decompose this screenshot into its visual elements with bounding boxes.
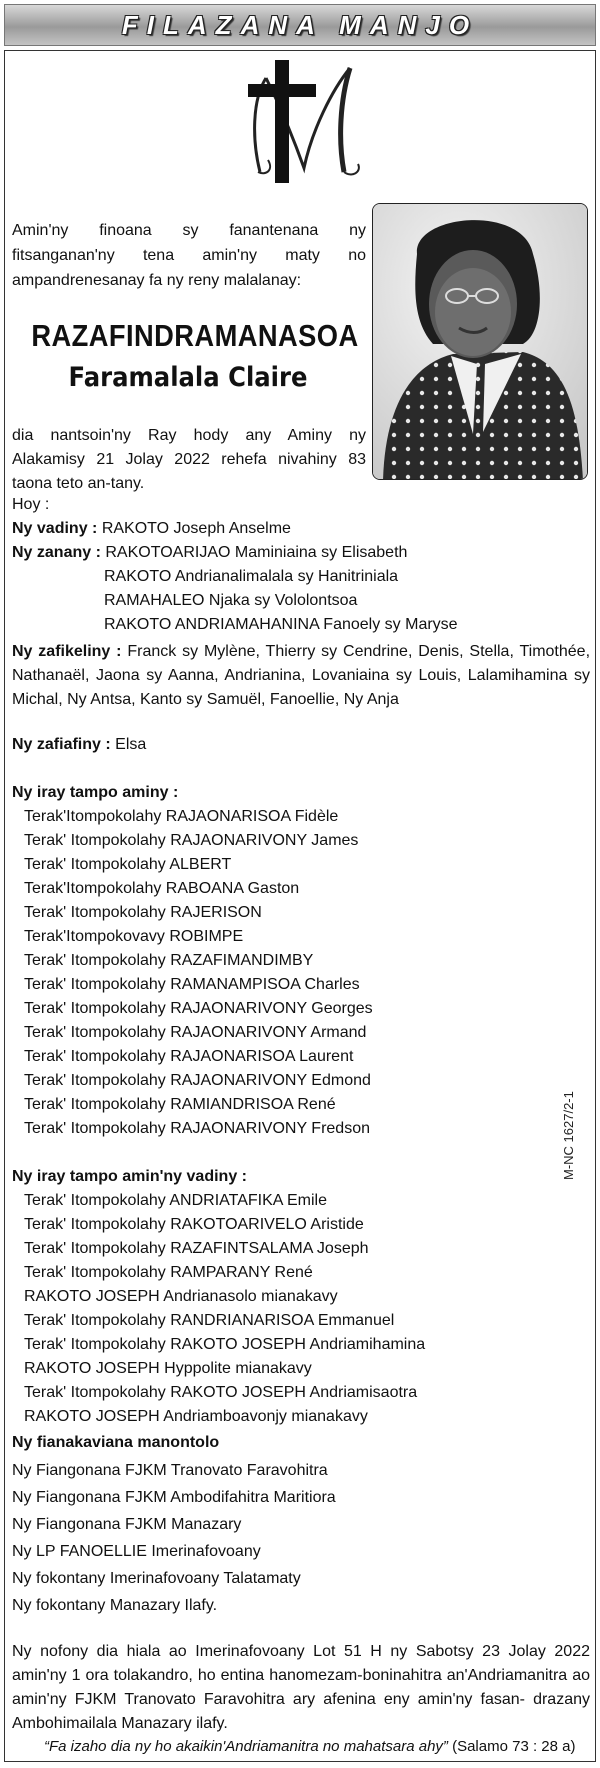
sibling-item: Terak' Itompokolahy RAJAONARIVONY Armand [24,1024,367,1041]
deceased-given-names: Faramalala Claire [68,362,308,393]
institution-item: Ny Fiangonana FJKM Tranovato Faravohitra [12,1462,328,1479]
notice-header [4,4,596,46]
spouse-line [12,520,291,538]
spouse-label: Ny vadiny : [12,520,98,537]
intro-text: Amin'ny finoana sy fanantenana ny fitsanganan'ny tena amin'ny maty no ampandrenesanay fa ny reny malalanay: [12,222,366,289]
header-title: FILAZANA MANJO [121,9,479,40]
spouse-sibling-item: RAKOTO JOSEPH Andrianasolo mianakavy [24,1288,338,1305]
side-reference: M-NC 1627/2-1 [561,1091,576,1180]
sibling-item: Terak' Itompokolahy RAMIANDRISOA René [24,1096,336,1113]
sibling-item: Terak' Itompokolahy RAJAONARIVONY Edmond [24,1072,371,1089]
institution-item: Ny fokontany Imerinafovoany Talatamaty [12,1570,301,1587]
children-item: RAMAHALEO Njaka sy Vololontsoa [104,592,358,609]
hoy-label: Hoy : [12,496,50,513]
death-notice-text: dia nantsoin'ny Ray hody any Aminy ny Alakamisy 21 Jolay 2022 rehefa nivahiny 83 taona teto an-tany. [12,427,366,492]
verse-quote: “Fa izaho dia ny ho akaikin'Andriamanitra no mahatsara ahy” [44,1738,448,1755]
grandchildren-label: Ny zafikeliny : [12,643,122,660]
grandchildren-value: Franck sy Mylène, Thierry sy Cendrine, Denis, Stella, Timothée, Nathanaël, Jaona sy Aanna, Andrianina, Lovaniaina sy Louis, Lalamihamina sy Michal, Ny Antsa, Kanto sy Samuël, Fanoellie, Ny Anja [12,643,591,708]
spouse-sibling-item: Terak' Itompokolahy RAMPARANY René [24,1264,313,1281]
children-item: RAKOTO Andrianalimalala sy Hanitriniala [104,568,399,585]
spouse-sibling-item: Terak' Itompokolahy RAKOTOARIVELO Aristide [24,1216,364,1233]
institution-item: Ny LP FANOELLIE Imerinafovoany [12,1543,261,1560]
sibling-item: Terak' Itompokolahy RAJAONARIVONY James [24,832,359,849]
institution-item: Ny Fiangonana FJKM Manazary [12,1516,242,1533]
spouse-siblings-label: Ny iray tampo amin'ny vadiny : [12,1168,247,1185]
sibling-item: Terak' Itompokolahy RAJAONARIVONY Georges [24,1000,373,1017]
sibling-item: Terak'Itompokovavy ROBIMPE [24,928,244,945]
sibling-item: Terak'Itompokolahy RABOANA Gaston [24,880,300,897]
portrait-photo [372,203,588,480]
spouse-sibling-item: RAKOTO JOSEPH Andriamboavonjy mianakavy [24,1408,368,1425]
spouse-sibling-item: Terak' Itompokolahy RAZAFINTSALAMA Joseph [24,1240,369,1257]
sibling-item: Terak' Itompokolahy RAJERISON [24,904,262,921]
verse-line [44,1738,576,1755]
spouse-sibling-item: Terak' Itompokolahy RAKOTO JOSEPH Andriamihamina [24,1336,426,1353]
institution-item: Ny fokontany Manazary Ilafy. [12,1597,218,1614]
spouse-sibling-item: Terak' Itompokolahy RAKOTO JOSEPH Andriamisaotra [24,1384,418,1401]
verse-reference: (Salamo 73 : 28 a) [447,1738,576,1755]
children-first: RAKOTOARIJAO Maminiaina sy Elisabeth [105,544,408,561]
children-item: RAKOTO ANDRIAMAHANINA Fanoely sy Maryse [104,616,458,633]
sibling-item: Terak' Itompokolahy RAJAONARISOA Laurent [24,1048,354,1065]
great-grandchildren-value: Elsa [115,736,147,753]
funeral-text: Ny nofony dia hiala ao Imerinafovoany Lot 51 H ny Sabotsy 23 Jolay 2022 amin'ny 1 ora tolakandro, ho entina hanomezam-boninahitra an'Andriamanitra ao amin'ny FJKM Tranovato Faravohitra ary afenina eny amin'ny fasan- drazany Ambohimailala Manazary ilafy. [12,1643,590,1732]
spouse-sibling-item: RAKOTO JOSEPH Hyppolite mianakavy [24,1360,312,1377]
spouse-sibling-item: Terak' Itompokolahy RANDRIANARISOA Emmanuel [24,1312,395,1329]
children-line [12,544,407,562]
spouse-value: RAKOTO Joseph Anselme [101,520,291,537]
great-grandchildren-line [12,736,146,754]
deceased-surname: RAZAFINDRAMANASOA [31,318,359,353]
portrait-image-icon [373,204,588,480]
sibling-item: Terak' Itompokolahy ALBERT [24,856,232,873]
spouse-sibling-item: Terak' Itompokolahy ANDRIATAFIKA Emile [24,1192,328,1209]
siblings-label: Ny iray tampo aminy : [12,784,179,801]
children-label: Ny zanany : [12,544,101,561]
cross-monogram-icon [222,60,382,185]
whole-family-label: Ny fianakaviana manontolo [12,1434,220,1451]
grandchildren-line [12,640,590,712]
institution-item: Ny Fiangonana FJKM Ambodifahitra Maritiora [12,1489,336,1506]
great-grandchildren-label: Ny zafiafiny : [12,736,111,753]
sibling-item: Terak'Itompokolahy RAJAONARISOA Fidèle [24,808,339,825]
sibling-item: Terak' Itompokolahy RAJAONARIVONY Fredson [24,1120,370,1137]
sibling-item: Terak' Itompokolahy RAZAFIMANDIMBY [24,952,314,969]
sibling-item: Terak' Itompokolahy RAMANAMPISOA Charles [24,976,360,993]
